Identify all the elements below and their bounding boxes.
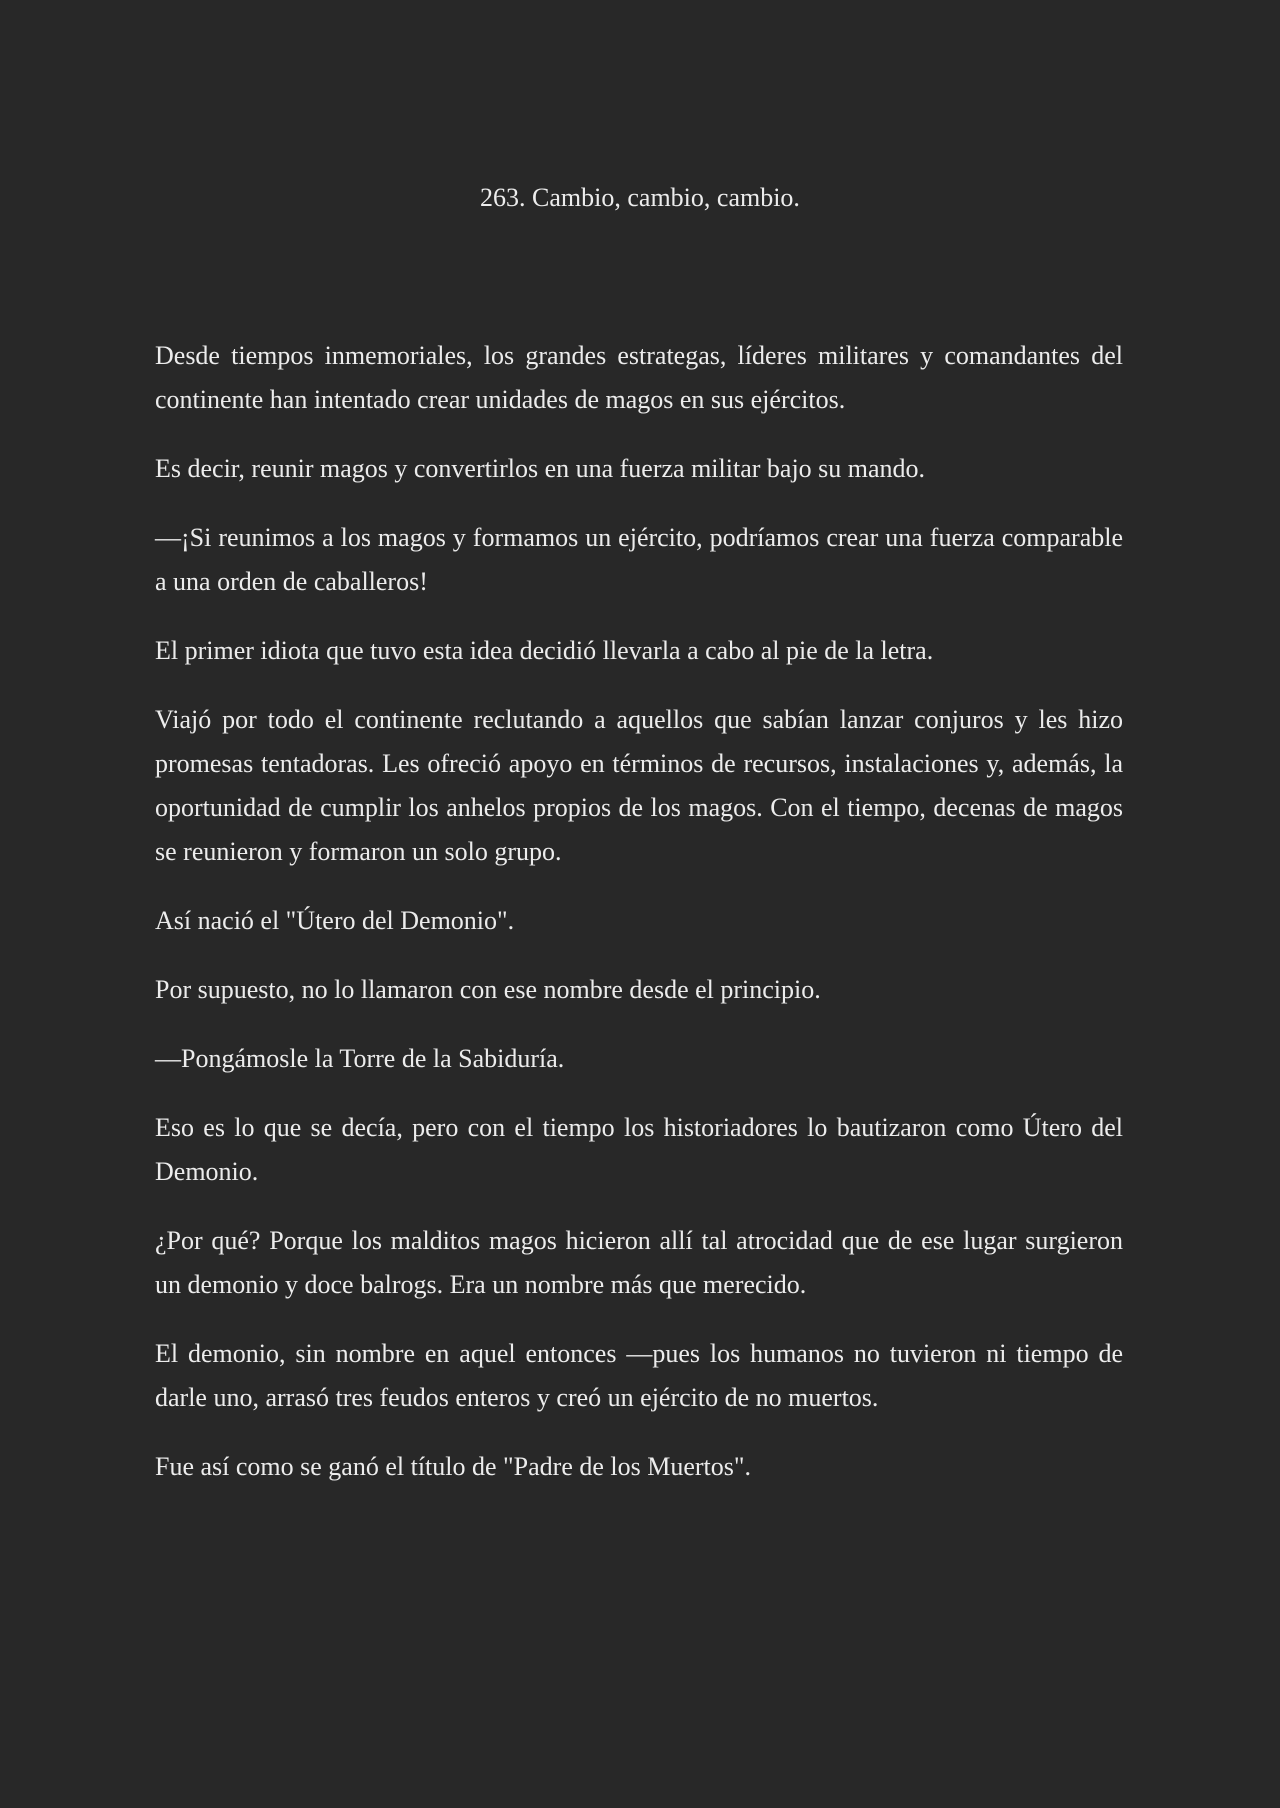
paragraph: ¿Por qué? Porque los malditos magos hicieron allí tal atrocidad que de ese lugar surgieron un demonio y doce balrogs. Era un nombre más que merecido. xyxy=(155,1226,1123,1299)
paragraph: Fue así como se ganó el título de "Padre de los Muertos". xyxy=(155,1452,752,1481)
paragraph: Eso es lo que se decía, pero con el tiempo los historiadores lo bautizaron como Útero del Demonio. xyxy=(155,1113,1123,1186)
paragraph: —Pongámosle la Torre de la Sabiduría. xyxy=(155,1044,565,1073)
paragraph: Así nació el "Útero del Demonio". xyxy=(155,906,515,935)
chapter-title: 263. Cambio, cambio, cambio. xyxy=(480,183,800,212)
paragraph: Por supuesto, no lo llamaron con ese nombre desde el principio. xyxy=(155,975,821,1004)
paragraph: Es decir, reunir magos y convertirlos en una fuerza militar bajo su mando. xyxy=(155,454,926,483)
paragraph: El demonio, sin nombre en aquel entonces —pues los humanos no tuvieron ni tiempo de darle uno, arrasó tres feudos enteros y creó un ejército de no muertos. xyxy=(155,1339,1123,1412)
chapter-body xyxy=(155,334,1123,1514)
paragraph: Viajó por todo el continente reclutando a aquellos que sabían lanzar conjuros y les hizo promesas tentadoras. Les ofreció apoyo en términos de recursos, instalaciones y, además, la oportunidad de cumplir los anhelos propios de los magos. Con el tiempo, decenas de magos se reunieron y formaron un solo grupo. xyxy=(155,705,1123,866)
paragraph: El primer idiota que tuvo esta idea decidió llevarla a cabo al pie de la letra. xyxy=(155,636,934,665)
paragraph: —¡Si reunimos a los magos y formamos un ejército, podríamos crear una fuerza comparable a una orden de caballeros! xyxy=(155,523,1123,596)
paragraph: Desde tiempos inmemoriales, los grandes estrategas, líderes militares y comandantes del continente han intentado crear unidades de magos en sus ejércitos. xyxy=(155,341,1123,414)
